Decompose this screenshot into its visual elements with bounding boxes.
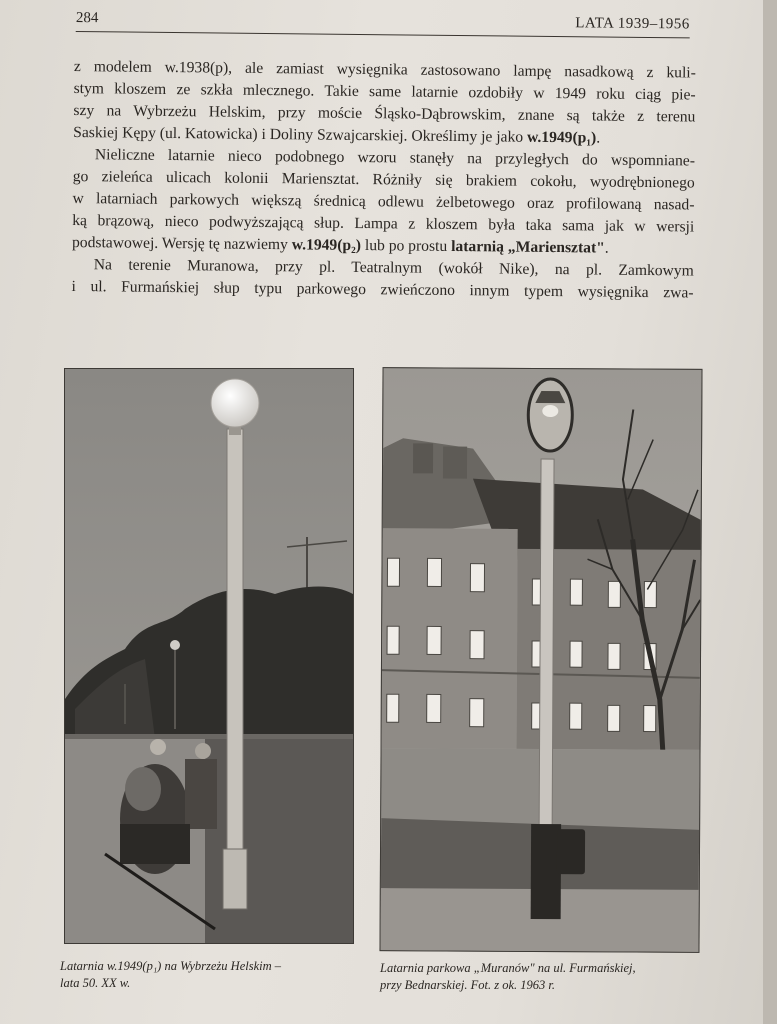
text-run: podstawowej. Wersję tę nazwiemy xyxy=(71,233,292,254)
text-run: w latarniach parkowych większą średnicą odlewu żelbetowego oraz profilowaną nasad- xyxy=(72,189,695,214)
text-run: Nieliczne latarnie nieco podobnego wzoru stanęły na przyległych do wspomniane- xyxy=(94,146,696,170)
text-run: i ul. Furmańskiej słup typu parkowego zwieńczono innym typem wysięgnika zwa- xyxy=(71,277,694,302)
caption-left-line-2: lata 50. XX w. xyxy=(60,976,131,990)
caption-right-line-2: przy Bednarskiej. Fot. z ok. 1963 r. xyxy=(380,978,555,992)
text-run: ką brązową, nieco podwyższającą słup. Lampa z kloszem była taka sama jak w wersji xyxy=(72,211,695,236)
caption-left xyxy=(60,958,360,992)
page-number: 284 xyxy=(75,9,99,27)
caption-right-line-1: Latarnia parkowa „Muranów" na ul. Furmańskiej, xyxy=(380,961,636,975)
caption-right xyxy=(380,960,710,994)
text-run: . xyxy=(596,129,601,147)
body-text xyxy=(71,56,696,305)
photo-right-illustration xyxy=(380,368,701,952)
photo-lamp-muranow xyxy=(379,367,702,953)
text-run: go zieleńca ulicach kolonii Mariensztat. Różniły się brakiem cokołu, wyodrębnionego xyxy=(72,167,695,192)
text-run: z modelem w.1938(p), ale zamiast wysięgnika zastosowano lampę nasadkową z kuli- xyxy=(73,57,696,82)
running-head: LATA 1939–1956 xyxy=(575,15,690,33)
bold-term: latarnią „Mariensztat" xyxy=(451,237,605,257)
text-run: Na terenie Muranowa, przy pl. Teatralnym (wokół Nike), na pl. Zamkowym xyxy=(93,256,694,280)
text-run: szy na Wybrzeżu Helskim, przy moście Śląsko-Dąbrowskim, znane są także z terenu xyxy=(73,101,696,126)
bold-term: w.1949(p₂) xyxy=(291,236,362,255)
caption-left-line-1: Latarnia w.1949(p₁) na Wybrzeżu Helskim – xyxy=(60,959,282,973)
text-run: lub po prostu xyxy=(360,237,452,255)
text-run: stym kloszem ze szkła mlecznego. Takie same latarnie ozdobiły w 1949 roku ciąg pie- xyxy=(73,79,696,104)
photo-left-illustration xyxy=(65,369,353,943)
bold-term: w.1949(p₁) xyxy=(526,128,597,147)
page-edge xyxy=(763,0,777,1024)
text-run: Saskiej Kępy (ul. Katowicka) i Doliny Szwajcarskiej. Określimy je jako xyxy=(73,123,528,146)
text-run: . xyxy=(604,239,609,257)
page-header xyxy=(76,6,690,42)
photo-lamp-wybrzeze-helskie xyxy=(64,368,354,944)
